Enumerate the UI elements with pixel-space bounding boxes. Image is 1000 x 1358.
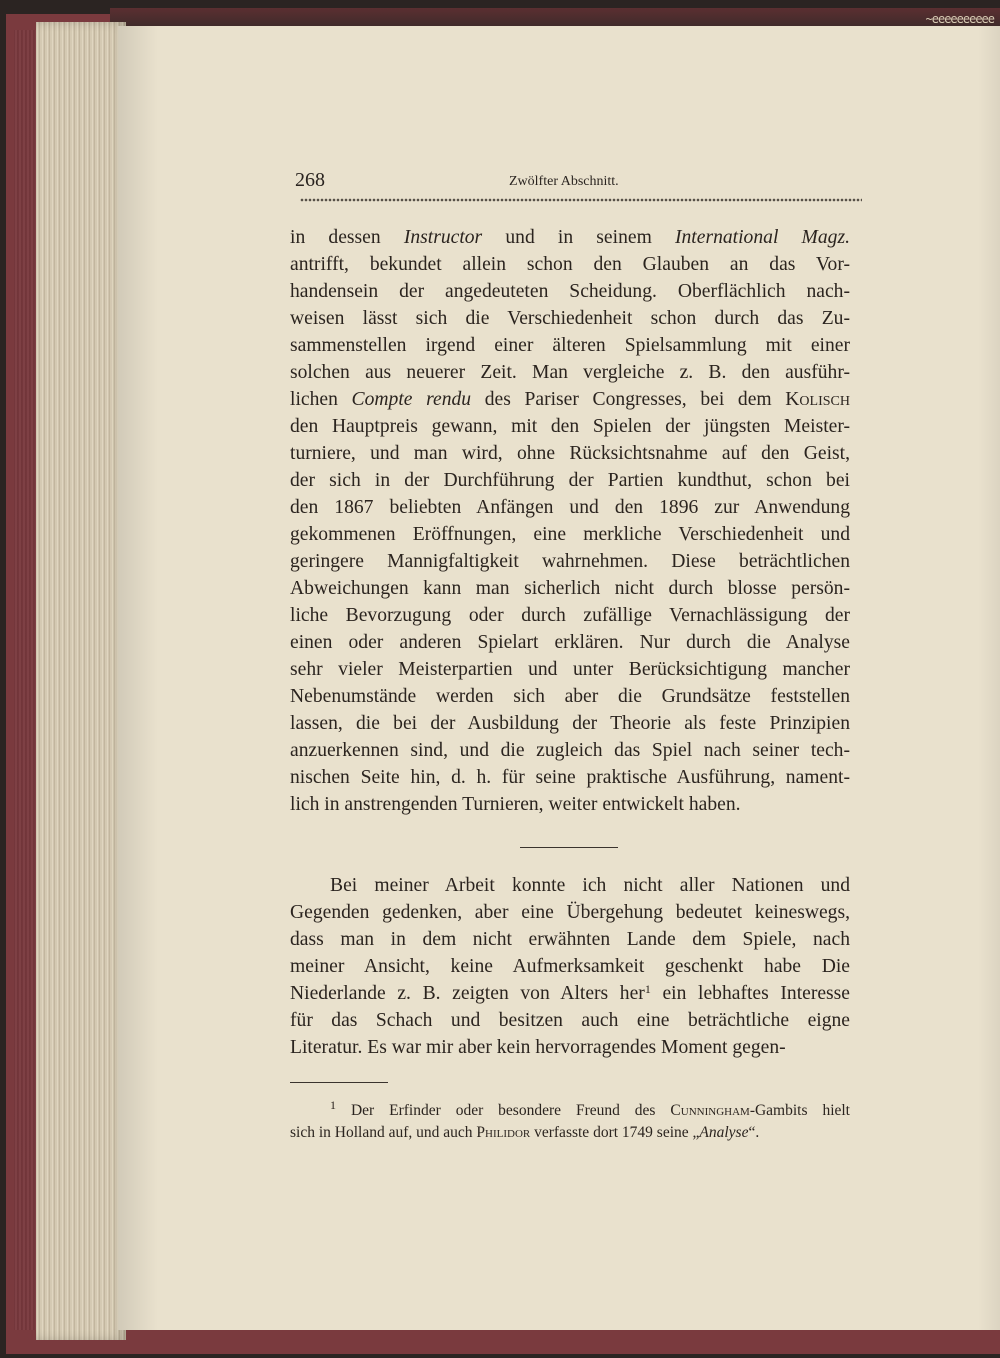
text-line [290,710,850,737]
smallcaps-name: Cunningham [670,1102,750,1119]
text-run: Nebenumstände werden sich aber die Grundsätze feststellen [290,686,850,707]
footnote-marker: 1 [644,982,651,996]
page-number: 268 [295,169,325,191]
text-line [290,791,850,818]
italic-run: International Magz. [674,227,850,248]
italic-run: Instructor [403,227,483,248]
page-header [290,167,860,195]
text-line [290,656,850,683]
text-line [290,1007,850,1034]
text-run: des Pariser Congresses, bei dem [471,389,786,410]
text-line [290,1100,850,1122]
text-line [290,872,850,899]
text-run: Der Erfinder oder besondere Freund des [336,1102,671,1119]
text-run: weisen lässt sich die Verschiedenheit schon durch das Zu- [290,308,850,329]
text-line [290,251,850,278]
text-run: Bei meiner Arbeit konnte ich nicht aller Nationen und [330,875,850,896]
text-line [290,1122,850,1144]
text-run: turniere, und man wird, ohne Rücksichtsnahme auf den Geist, [290,443,850,464]
header-rule [300,197,862,203]
text-run: verfasste dort 1749 seine „ [530,1124,700,1141]
text-run: antrifft, bekundet allein schon den Glauben an das Vor- [290,254,850,275]
text-line [290,278,850,305]
paragraph-2 [290,872,850,1061]
text-run: sammenstellen irgend einer älteren Spielsammlung mit einer [290,335,850,356]
text-run: Niederlande z. B. zeigten von Alters her [290,983,645,1004]
italic-run: Compte rendu [351,389,472,410]
text-run: der sich in der Durchführung der Partien kundthut, schon bei [290,470,850,491]
text-run: sehr vieler Meisterpartien und unter Berücksichtigung mancher [290,659,850,680]
page-stack-edge [36,22,126,1340]
text-run: gekommenen Eröffnungen, eine merkliche Verschiedenheit und [290,524,850,545]
text-run: -Gambits hielt [749,1102,850,1119]
text-run: meiner Ansicht, keine Aufmerksamkeit geschenkt habe Die [290,956,850,977]
text-run: sich in Holland auf, und auch [290,1124,477,1141]
text-run: lichen [290,389,352,410]
text-line [290,467,850,494]
text-run: anzuerkennen sind, und die zugleich das Spiel nach seiner tech- [290,740,850,761]
text-run: Gegenden gedenken, aber eine Übergehung bedeutet keineswegs, [290,902,850,923]
text-line [290,629,850,656]
footnote [290,1100,850,1144]
text-run: lich in anstrengenden Turnieren, weiter entwickelt haben. [290,794,741,815]
text-line [290,683,850,710]
text-line [290,440,850,467]
text-line [290,386,850,413]
smallcaps-name: Philidor [476,1124,531,1141]
text-line [290,575,850,602]
text-line [290,899,850,926]
text-line [290,332,850,359]
text-run: Abweichungen kann man sicherlich nicht durch blosse persön- [290,578,850,599]
section-separator [520,847,618,848]
text-line [290,764,850,791]
text-run: lassen, die bei der Ausbildung der Theorie als feste Prinzipien [290,713,850,734]
text-run: “. [748,1124,760,1141]
text-run: solchen aus neuerer Zeit. Man vergleiche z. B. den ausführ- [290,362,850,383]
text-run: handensein der angedeuteten Scheidung. Oberflächlich nach- [290,281,850,302]
text-run: den Hauptpreis gewann, mit den Spielen der jüngsten Meister- [290,416,850,437]
smallcaps-name: Kolisch [785,389,850,410]
text-line [290,953,850,980]
italic-run: Analyse [699,1124,749,1141]
text-run: dass man in dem nicht erwähnten Lande dem Spiele, nach [290,929,850,950]
text-run: Literatur. Es war mir aber kein hervorragendes Moment gegen- [290,1037,786,1058]
paragraph-1 [290,224,850,818]
text-run: und in seinem [482,227,675,248]
text-run: den 1867 beliebten Anfängen und den 1896 zur Anwendung [290,497,850,518]
text-run: nischen Seite hin, d. h. für seine praktische Ausführung, nament- [290,767,850,788]
text-run: einen oder anderen Spielart erklären. Nur durch die Analyse [290,632,850,653]
text-line [290,980,850,1007]
text-line [290,1034,850,1061]
footnote-rule [290,1082,388,1083]
book-binding [14,30,36,1330]
text-line [290,521,850,548]
text-run: für das Schach und besitzen auch eine beträchtliche eigne [290,1010,850,1031]
text-line [290,359,850,386]
text-run: ein lebhaftes Interesse [650,983,851,1004]
text-line [290,413,850,440]
text-run: in dessen [290,227,404,248]
text-line [290,602,850,629]
text-line [290,926,850,953]
footnote-marker: 1 [330,1098,336,1112]
text-line [290,224,850,251]
page-edge-marks: ~eeeeeeeeee [925,12,994,26]
text-line [290,548,850,575]
text-line [290,305,850,332]
text-run: geringere Mannigfaltigkeit wahrnehmen. Diese beträchtlichen [290,551,850,572]
text-line [290,494,850,521]
text-line [290,737,850,764]
running-head: Zwölfter Abschnitt. [509,174,619,189]
text-run: liche Bevorzugung oder durch zufällige Vernachlässigung der [290,605,850,626]
